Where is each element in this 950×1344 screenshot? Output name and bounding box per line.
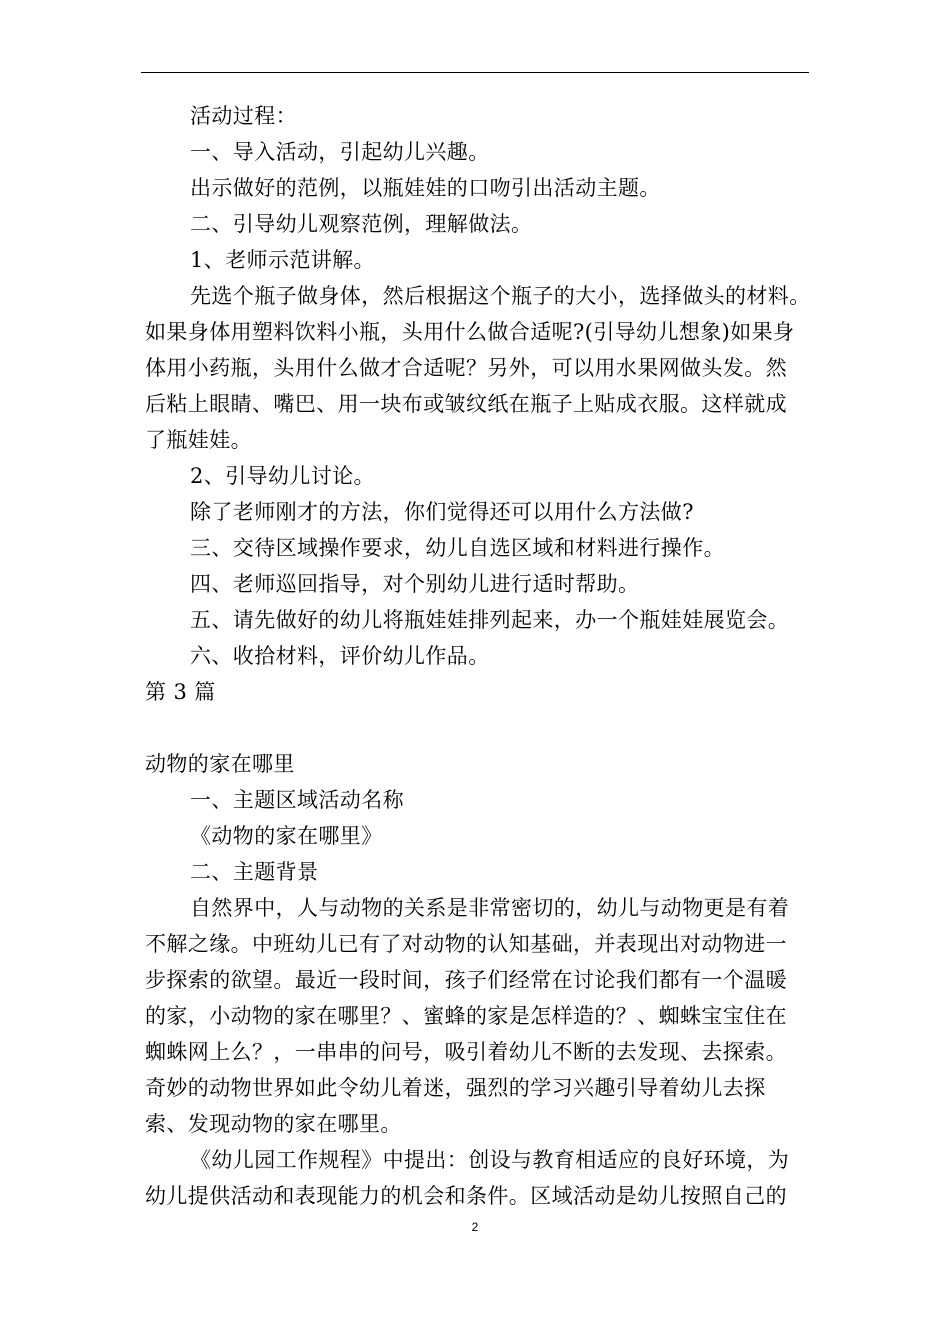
- text-line: 了瓶娃娃。: [145, 428, 252, 452]
- text-line: 一、导入活动，引起幼儿兴趣。: [190, 140, 490, 164]
- text-line: 除了老师刚才的方法，你们觉得还可以用什么方法做?: [190, 500, 694, 524]
- text-line: 2、引导幼儿讨论。: [190, 464, 375, 488]
- text-line: 步探索的欲望。最近一段时间，孩子们经常在讨论我们都有一个温暖: [145, 968, 787, 992]
- text-line: 如果身体用塑料饮料小瓶，头用什么做合适呢?(引导幼儿想象)如果身: [145, 320, 795, 344]
- text-line: 四、老师巡回指导，对个别幼儿进行适时帮助。: [190, 572, 640, 596]
- text-line: 二、主题背景: [190, 860, 319, 884]
- section-heading: 第 3 篇: [145, 680, 216, 704]
- text-line: 三、交待区域操作要求，幼儿自选区域和材料进行操作。: [190, 536, 725, 560]
- text-line: 自然界中，人与动物的关系是非常密切的，幼儿与动物更是有着: [190, 896, 790, 920]
- text-line: 奇妙的动物世界如此令幼儿着迷，强烈的学习兴趣引导着幼儿去探: [145, 1076, 766, 1100]
- text-line: 先选个瓶子做身体，然后根据这个瓶子的大小，选择做头的材料。: [190, 284, 811, 308]
- document-body: [145, 98, 825, 1214]
- text-line: 一、主题区域活动名称: [190, 788, 404, 812]
- text-line: 体用小药瓶，头用什么做才合适呢？另外，可以用水果网做头发。然: [145, 356, 787, 380]
- text-line: 活动过程：: [190, 104, 297, 128]
- text-line: 《动物的家在哪里》: [190, 824, 383, 848]
- text-line: 1、老师示范讲解。: [190, 248, 375, 272]
- text-line: 《幼儿园工作规程》中提出：创设与教育相适应的良好环境，为: [190, 1148, 790, 1172]
- text-line: 不解之缘。中班幼儿已有了对动物的认知基础，并表现出对动物进一: [145, 932, 787, 956]
- text-line: 的家，小动物的家在哪里？、蜜蜂的家是怎样造的？、蜘蛛宝宝住在: [145, 1004, 787, 1028]
- blank-line: [145, 710, 825, 746]
- header-rule: [141, 72, 809, 73]
- text-line: 二、引导幼儿观察范例，理解做法。: [190, 212, 533, 236]
- text-line: 后粘上眼睛、嘴巴、用一块布或皱纹纸在瓶子上贴成衣服。这样就成: [145, 392, 787, 416]
- text-line: 幼儿提供活动和表现能力的机会和条件。区域活动是幼儿按照自己的: [145, 1184, 787, 1208]
- article-title: 动物的家在哪里: [145, 752, 295, 776]
- text-line: 六、收拾材料，评价幼儿作品。: [190, 644, 490, 668]
- text-line: 五、请先做好的幼儿将瓶娃娃排列起来，办一个瓶娃娃展览会。: [190, 608, 790, 632]
- text-line: 索、发现动物的家在哪里。: [145, 1112, 402, 1136]
- page-number: 2: [471, 1220, 479, 1234]
- text-line: 蜘蛛网上么？，一串串的问号，吸引着幼儿不断的去发现、去探索。: [145, 1040, 787, 1064]
- text-line: 出示做好的范例，以瓶娃娃的口吻引出活动主题。: [190, 176, 661, 200]
